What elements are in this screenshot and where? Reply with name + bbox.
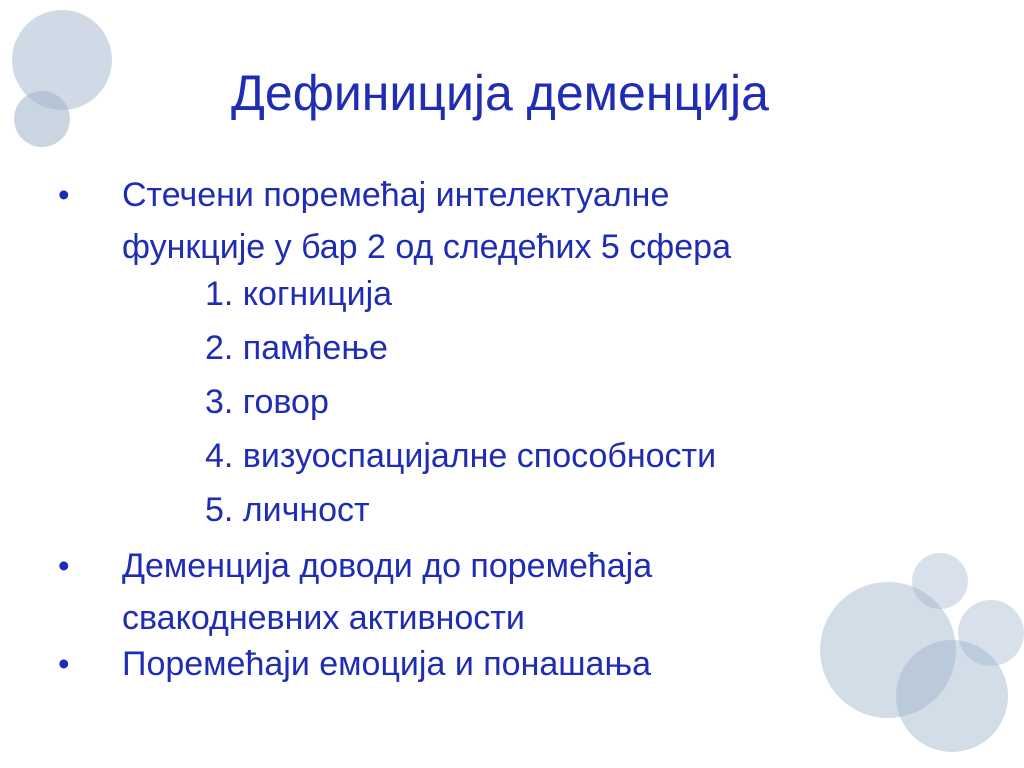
bullet-marker: •: [58, 547, 70, 584]
bullet-marker: •: [58, 645, 70, 682]
sub-item: 1. когниција: [205, 275, 393, 313]
sub-item: 5. личност: [205, 491, 370, 529]
sub-item: 3. говор: [205, 383, 329, 421]
sub-item: 2. памћење: [205, 329, 388, 367]
sub-item: 4. визуоспацијалне способности: [205, 437, 717, 475]
bullet-text: [122, 540, 982, 644]
bullet-marker: •: [58, 176, 70, 213]
bullet-text: [122, 638, 982, 690]
bullet-line: Поремећаји емоција и понашања: [122, 645, 651, 683]
bullet-line: функције у бар 2 од следећих 5 сфера: [122, 228, 731, 266]
bullet-line: Деменција доводи до поремећаја: [122, 547, 653, 585]
slide-title: Дефиниција деменција: [231, 65, 769, 121]
bullet-text: [122, 169, 982, 273]
bullet-line: Стечени поремећај интелектуалне: [122, 176, 670, 214]
bullet-line: свакодневних активности: [122, 599, 525, 637]
